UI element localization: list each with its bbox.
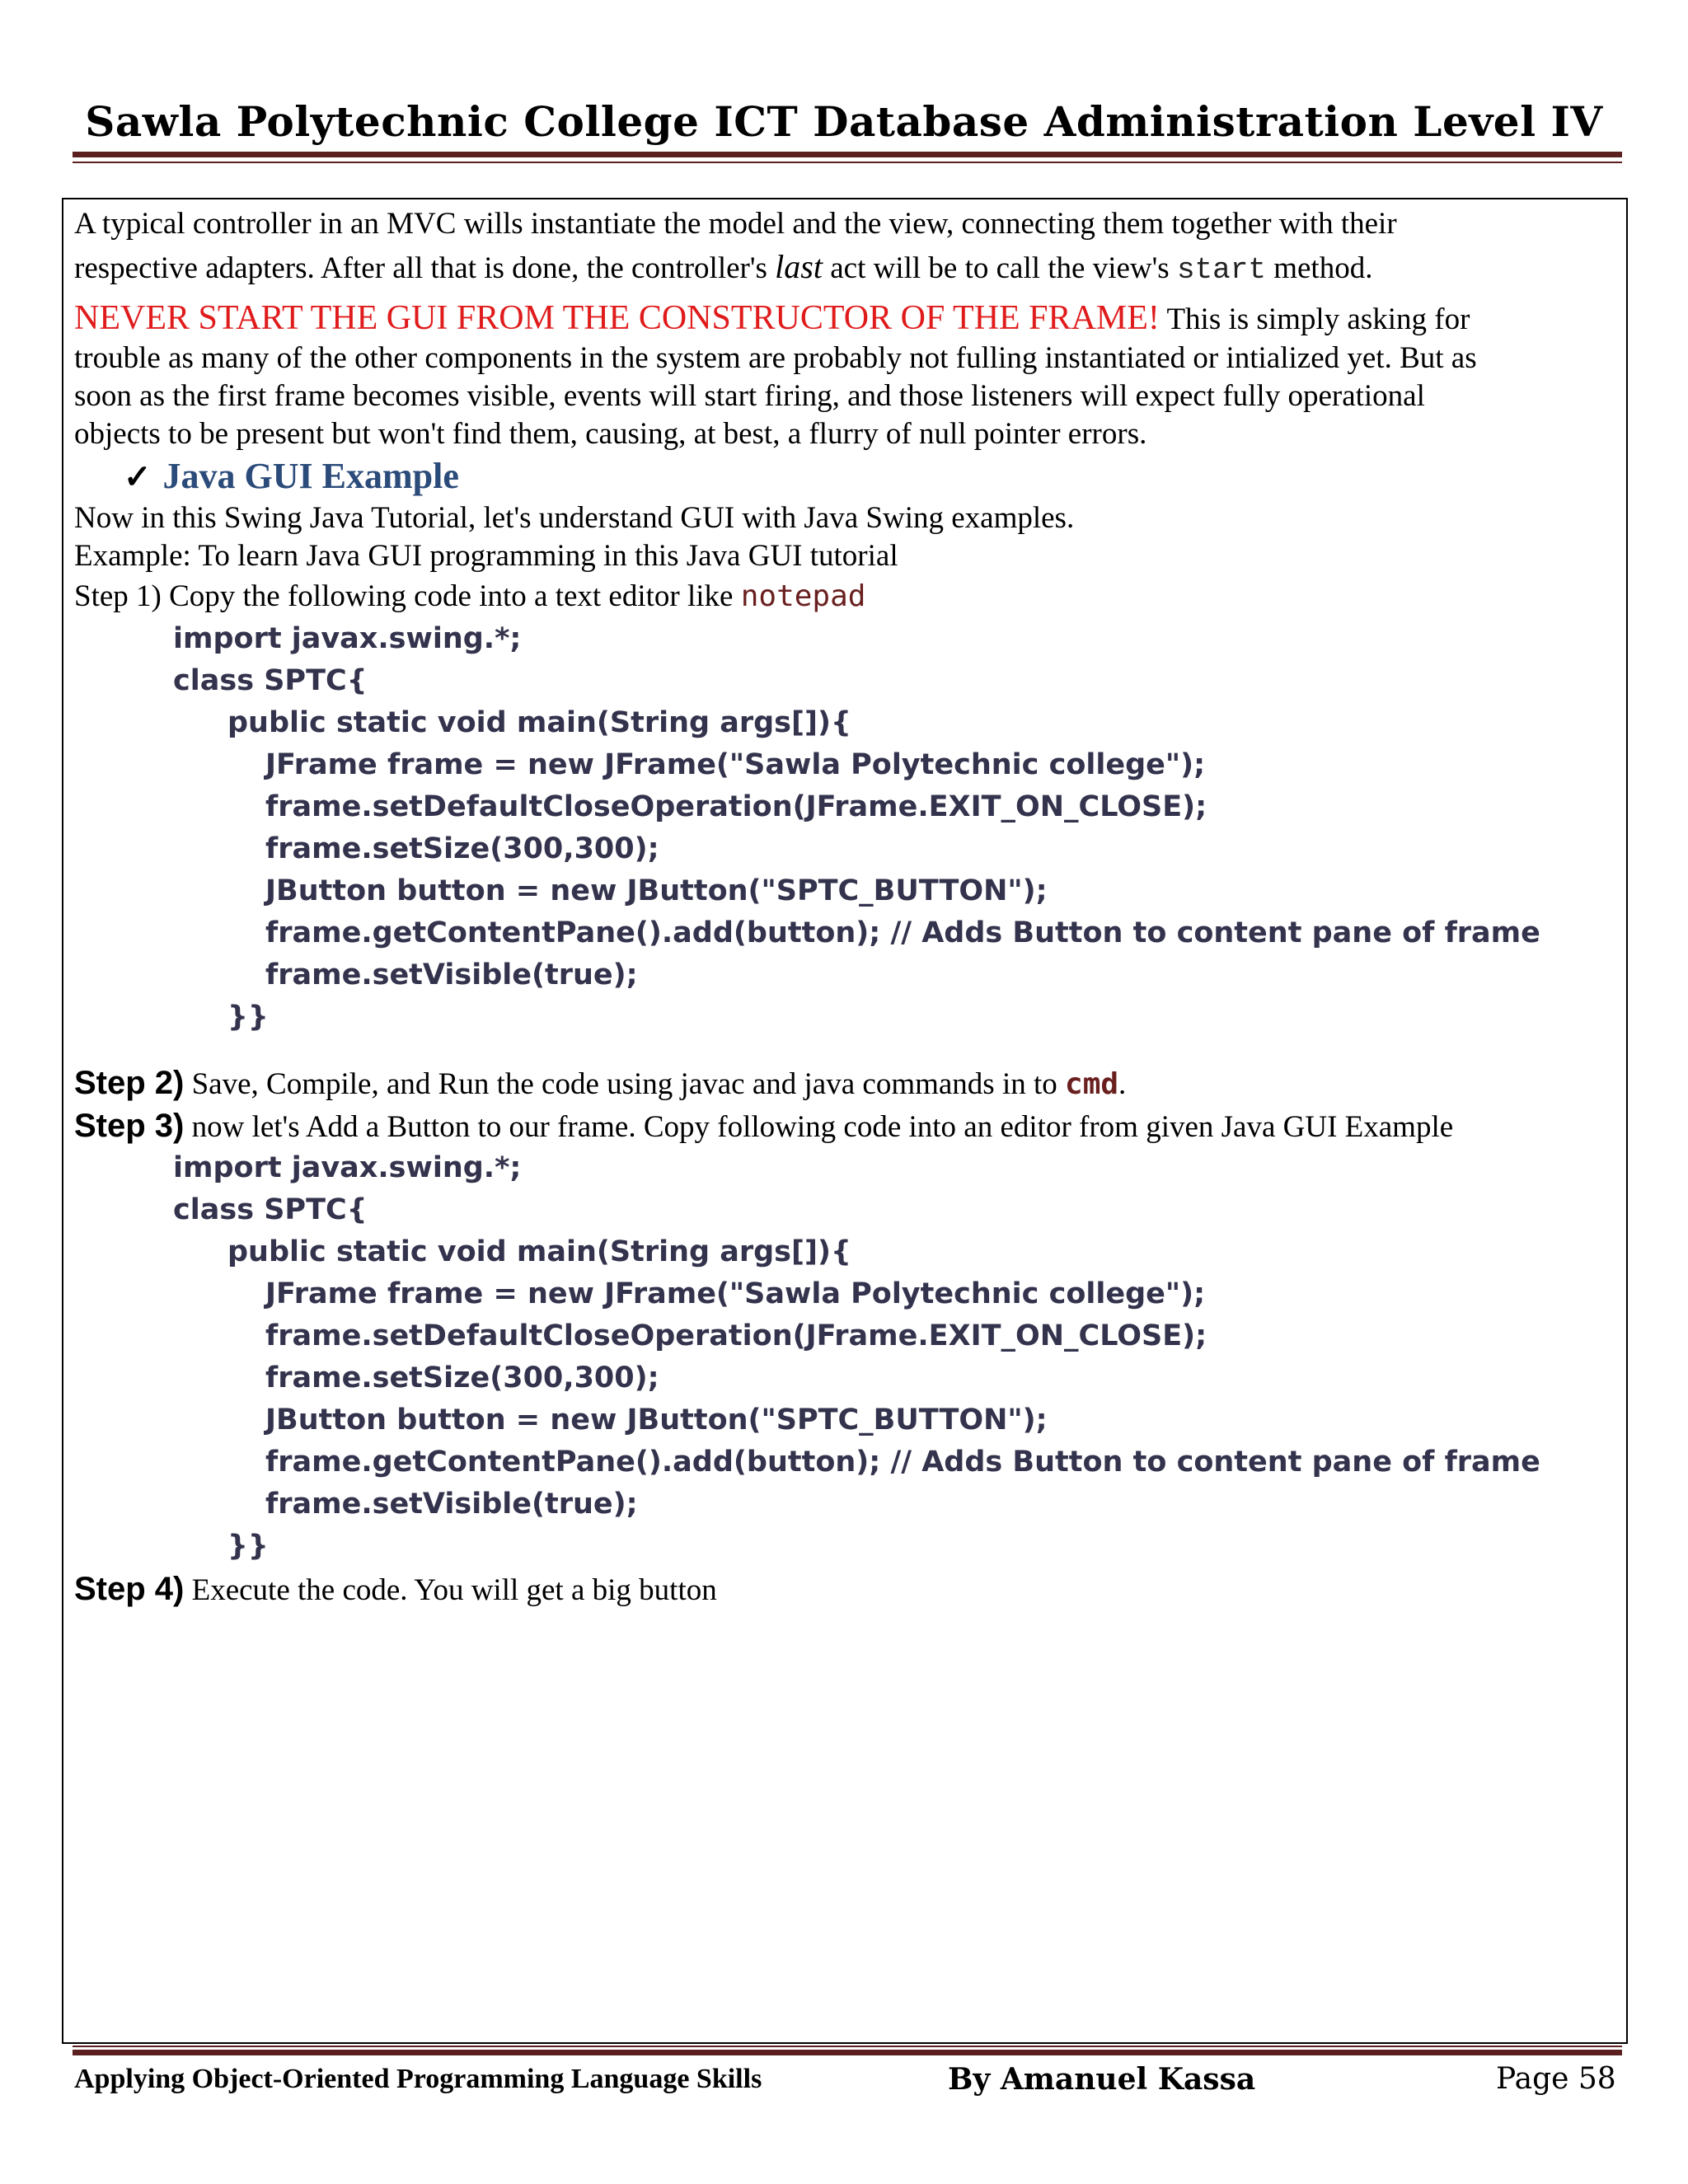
step3-line: Step 3) now let's Add a Button to our frame. Copy following code into an editor from given Java GUI Example [74, 1108, 1454, 1144]
code-line: frame.setVisible(true); [265, 958, 638, 991]
footer-author: By Amanuel Kassa [948, 2062, 1256, 2097]
start-method-code: start [1176, 253, 1266, 287]
cmd-highlight: cmd [1065, 1067, 1119, 1101]
footer-course-title: Applying Object-Oriented Programming Language Skills [74, 2064, 762, 2094]
code-block-2 [74, 1147, 1615, 1568]
code-line: frame.setVisible(true); [265, 1488, 638, 1521]
step1-line: Step 1) Copy the following code into a text editor like notepad [74, 579, 866, 613]
footer-page-number: Page 58 [1496, 2062, 1616, 2096]
section-heading-row [74, 453, 1615, 499]
intro-line-2: respective adapters. After all that is done, the controller's last act will be to call the view's start method. [74, 248, 1373, 287]
warning-line-4: objects to be present but won't find them, causing, at best, a flurry of null pointer errors. [74, 417, 1147, 451]
code-line: }} [227, 1001, 269, 1033]
code-block-1 [74, 618, 1615, 1038]
footer-rule-thin [73, 2046, 1622, 2047]
code-line: JButton button = new JButton("SPTC_BUTTON"); [265, 1404, 1048, 1436]
warning-line-3: soon as the first frame becomes visible, events will start firing, and those listeners will expect fully operational [74, 379, 1425, 413]
code-line: class SPTC{ [173, 1193, 368, 1226]
step3-label: Step 3) [74, 1108, 185, 1144]
code-line: class SPTC{ [173, 664, 368, 697]
notepad-highlight: notepad [740, 579, 866, 613]
code-line: }} [227, 1530, 269, 1563]
step2-line: Step 2) Save, Compile, and Run the code using javac and java commands in to cmd. [74, 1065, 1127, 1101]
header-rule-thick [73, 152, 1622, 157]
checkmark-icon: ✓ [124, 458, 152, 495]
intro-line-1: A typical controller in an MVC wills instantiate the model and the view, connecting them together with their [74, 207, 1397, 241]
code-line: public static void main(String args[]){ [227, 706, 851, 739]
header-rule-thin [73, 162, 1622, 163]
code-line: frame.setDefaultCloseOperation(JFrame.EXIT_ON_CLOSE); [265, 1319, 1207, 1352]
step4-line: Step 4) Execute the code. You will get a big button [74, 1571, 717, 1607]
example-line: Example: To learn Java GUI programming in this Java GUI tutorial [74, 539, 898, 573]
footer-rule-thick [73, 2050, 1622, 2055]
code-line: JButton button = new JButton("SPTC_BUTTON"); [265, 874, 1048, 907]
section-heading: Java GUI Example [162, 456, 459, 496]
code-line: public static void main(String args[]){ [227, 1235, 851, 1268]
code-line: import javax.swing.*; [173, 1151, 522, 1184]
tutorial-intro-line: Now in this Swing Java Tutorial, let's understand GUI with Java Swing examples. [74, 501, 1075, 535]
warning-line-2: trouble as many of the other components in the system are probably not fulling instantiated or intialized yet. But as [74, 341, 1477, 375]
code-line: frame.getContentPane().add(button); // Adds Button to content pane of frame [265, 916, 1540, 949]
warning-caps: NEVER START THE GUI FROM THE CONSTRUCTOR OF THE FRAME! [74, 299, 1160, 337]
code-line: frame.getContentPane().add(button); // Adds Button to content pane of frame [265, 1446, 1540, 1479]
code-line: import javax.swing.*; [173, 622, 522, 655]
page-header-title: Sawla Polytechnic College ICT Database Administration Level IV [85, 97, 1603, 146]
code-line: frame.setSize(300,300); [265, 832, 659, 865]
code-line: JFrame frame = new JFrame("Sawla Polytechnic college"); [265, 748, 1206, 781]
page-content [74, 203, 1615, 1610]
code-line: frame.setDefaultCloseOperation(JFrame.EXIT_ON_CLOSE); [265, 790, 1207, 823]
code-line: JFrame frame = new JFrame("Sawla Polytechnic college"); [265, 1277, 1206, 1310]
last-word: last [775, 248, 823, 285]
warning-line-1: NEVER START THE GUI FROM THE CONSTRUCTOR OF THE FRAME! This is simply asking for [74, 299, 1470, 337]
page-footer [0, 2055, 1688, 2105]
step2-label: Step 2) [74, 1065, 185, 1101]
step4-label: Step 4) [74, 1571, 185, 1607]
code-line: frame.setSize(300,300); [265, 1361, 659, 1394]
